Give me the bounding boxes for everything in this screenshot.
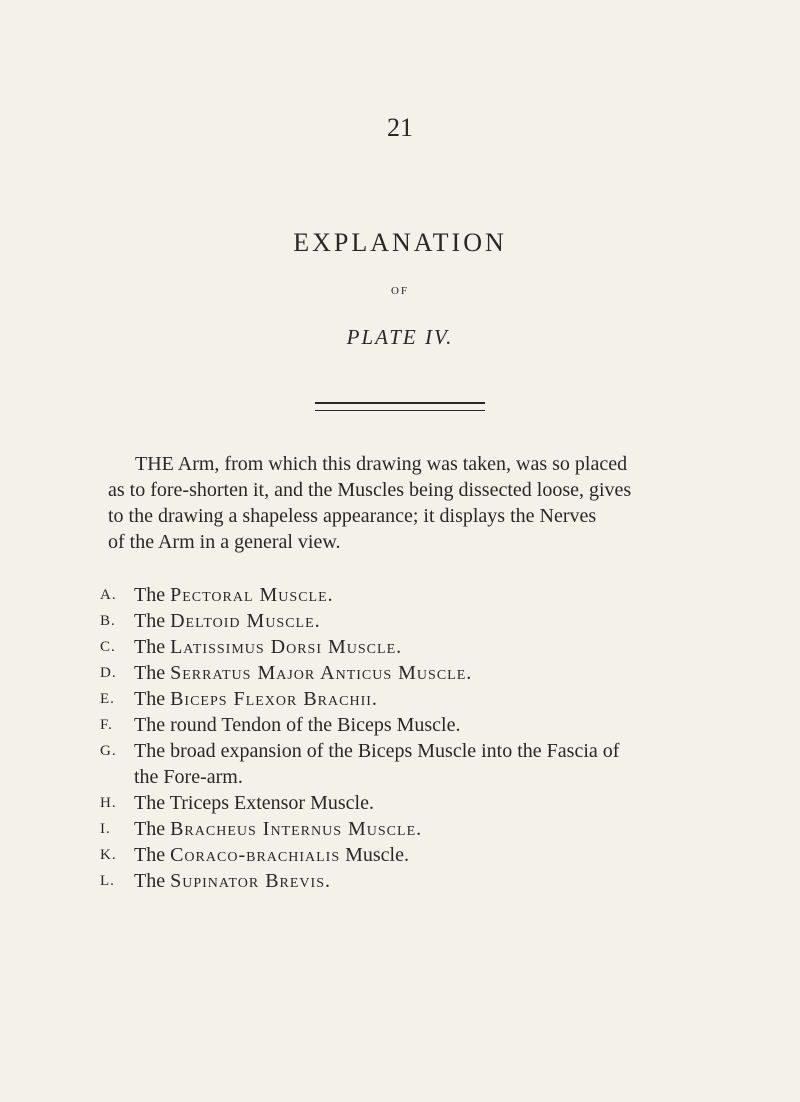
legend-suffix: Muscle. xyxy=(345,844,409,866)
legend-letter: D. xyxy=(100,665,117,681)
legend-name: Serratus Major Anticus Muscle. xyxy=(170,662,473,684)
legend-prefix: The xyxy=(134,610,166,632)
legend-prefix: The Triceps Extensor Muscle. xyxy=(134,792,374,814)
legend-prefix: The xyxy=(134,688,166,710)
legend-letter: F. xyxy=(100,717,113,733)
legend-name: Bracheus Internus Muscle. xyxy=(170,818,423,840)
legend-item xyxy=(100,790,700,816)
legend-name: Latissimus Dorsi Muscle. xyxy=(170,636,403,658)
legend-item xyxy=(100,816,700,842)
legend-prefix: The xyxy=(134,636,166,658)
legend-item xyxy=(100,660,700,686)
legend-letter: H. xyxy=(100,795,117,811)
legend-item xyxy=(100,738,700,764)
legend-prefix: The round Tendon of the Biceps Muscle. xyxy=(134,714,461,736)
intro-line: of the Arm in a general view. xyxy=(108,531,341,553)
legend-prefix: The xyxy=(134,662,166,684)
legend-name: Supinator Brevis. xyxy=(170,870,331,892)
legend-prefix: The xyxy=(134,584,166,606)
legend-item xyxy=(100,842,700,868)
legend-letter: A. xyxy=(100,587,117,603)
intro-line: as to fore-shorten it, and the Muscles being dissected loose, gives xyxy=(108,479,632,501)
legend-prefix: The xyxy=(134,870,166,892)
page-number: 21 xyxy=(387,113,413,142)
legend-name: Deltoid Muscle. xyxy=(170,610,321,632)
legend-list xyxy=(100,582,700,894)
title-connector: OF xyxy=(390,285,410,297)
legend-letter: C. xyxy=(100,639,116,655)
intro-paragraph xyxy=(108,451,632,555)
legend-item xyxy=(100,634,700,660)
legend-name: Coraco-brachialis xyxy=(170,844,341,866)
legend-item xyxy=(100,686,700,712)
legend-prefix: The xyxy=(134,818,166,840)
legend-letter: K. xyxy=(100,847,117,863)
legend-letter: E. xyxy=(100,691,115,707)
legend-letter: I. xyxy=(100,821,111,837)
legend-prefix: The broad expansion of the Biceps Muscle into the Fascia of xyxy=(134,740,620,762)
legend-item xyxy=(100,582,700,608)
legend-continuation: the Fore-arm. xyxy=(134,766,243,788)
page-title: EXPLANATION xyxy=(293,228,507,257)
legend-letter: G. xyxy=(100,743,117,759)
legend-letter: L. xyxy=(100,873,115,889)
plate-title: PLATE IV. xyxy=(346,325,454,349)
legend-item xyxy=(100,868,700,894)
legend-letter: B. xyxy=(100,613,116,629)
legend-item-continuation xyxy=(100,764,700,790)
legend-name: Biceps Flexor Brachii. xyxy=(170,688,378,710)
legend-prefix: The xyxy=(134,844,166,866)
intro-line: THE Arm, from which this drawing was taken, was so placed xyxy=(135,453,628,475)
legend-name: Pectoral Muscle. xyxy=(170,584,334,606)
legend-item xyxy=(100,608,700,634)
legend-item xyxy=(100,712,700,738)
divider-rule xyxy=(315,402,485,411)
intro-line: to the drawing a shapeless appearance; it displays the Nerves xyxy=(108,505,597,527)
